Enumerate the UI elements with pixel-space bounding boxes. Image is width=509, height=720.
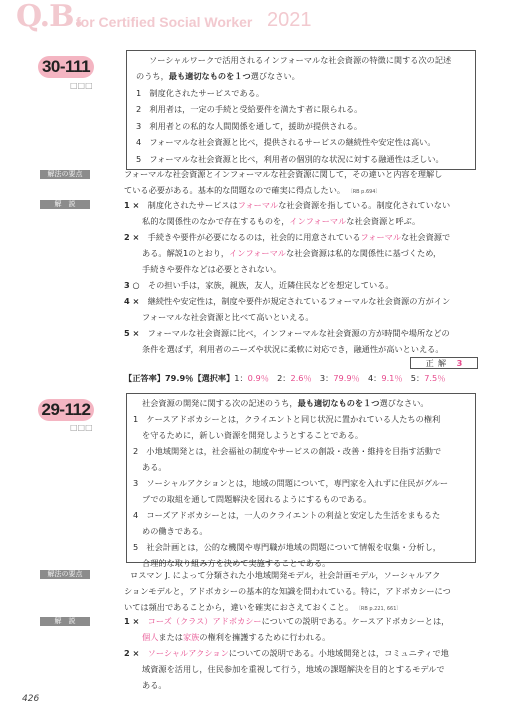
explanation-tag: 解 説 (40, 617, 90, 626)
explanation-line: フォーマルな社会資源と比べて高いといえる。 (142, 312, 314, 322)
option-item: ある。 (142, 462, 167, 472)
option-item: 3 ソーシャルアクションとは，地域の問題について，専門家を入れずに住民がグルー (133, 478, 449, 488)
question-number-badge: 29-112 (38, 399, 94, 421)
question-stem: ソーシャルワークで活用されるインフォーマルな社会資源の特徴に関する次の記述 (149, 55, 452, 65)
header-subtitle: for Certified Social Worker (76, 14, 253, 30)
page-number: 426 (22, 694, 40, 704)
explanation-line: 個人または家族の権利を擁護するために行われる。 (142, 632, 331, 642)
explanation-line: 条件を選ばず，利用者のニーズや状況に柔軟に対応でき，融通性が高いといえる。 (142, 344, 444, 354)
question-stem: のうち，最も適切なものを１つ選びなさい。 (136, 71, 300, 81)
explanation-line: 私的な関係性のなかで存在するものを，インフォーマルな社会資源と呼ぶ。 (142, 216, 421, 226)
explanation-line: 2 × 手続きや要件が必要になるのは，社会的に用意されているフォーマルな社会資源で (124, 232, 451, 242)
point-text: ロスマン J. によって分類された小地域開発モデル，社会計画モデル，ソーシャルアク (130, 570, 441, 580)
point-text: ションモデルと，アドボカシーの基本的な知識を問われている。特に，アドボカシーにつ (124, 586, 451, 596)
point-tag: 解法の要点 (40, 170, 90, 179)
explanation-line: 1 × コーズ（クラス）アドボカシーについての説明である。ケースアドボカシーとは， (124, 616, 450, 626)
option-item: 5 社会計画とは，公的な機関や専門職が地域の問題について情報を収集・分析し， (133, 542, 441, 552)
point-text: フォーマルな社会資源とインフォーマルな社会資源に関して，その違いと内容を理解し (124, 169, 443, 179)
option-item: を守るために，新しい資源を開発しようとすることである。 (142, 430, 364, 440)
checkbox-marks: □□□ (70, 81, 93, 90)
explanation-tag: 解 説 (40, 200, 90, 209)
question-number-badge: 30-111 (38, 56, 94, 78)
explanation-line: 手続きや要件などは必要とされない。 (142, 264, 282, 274)
point-text: ている必要がある。基本的な問題なので確実に得点したい。 〔RB p.694〕 (124, 185, 381, 195)
answer-rate-line: 【正答率】79.9％【選択率】1：0.9％ 2：2.6％ 3：79.9％ 4：9.1％ 5：7.5％ (124, 373, 446, 383)
option-item: 4 コーズアドボカシーとは，一人のクライエントの利益と安定した生活をまもるた (133, 510, 441, 520)
answer-box: 正解 3 (410, 357, 478, 369)
option-item: 2 利用者は，一定の手続と受給要件を満たす者に限られる。 (136, 104, 363, 114)
explanation-line: 5 × フォーマルな社会資源に比べ，インフォーマルな社会資源の方が時間や場所などの (124, 328, 450, 338)
checkbox-marks: □□□ (70, 423, 93, 432)
explanation-line: 3 ○ その担い手は，家族，親族，友人，近隣住民などを想定している。 (124, 280, 394, 290)
option-item: 1 制度化されたサービスである。 (136, 88, 265, 98)
explanation-line: 4 × 継続性や安定性は，制度や要件が規定されているフォーマルな社会資源の方がイン (124, 296, 451, 306)
explanation-line: 域資源を活用し，住民参加を重視して行う，地域の課題解決を目的とするモデルで (142, 664, 445, 674)
explanation-line: ある。解説1のとおり，インフォーマルな社会資源は私的な関係性に基づくため， (142, 248, 442, 258)
option-item: プでの取組を通して問題解決を図れるようにするものである。 (142, 494, 372, 504)
option-item: 1 ケースアドボカシーとは，クライエントと同じ状況に置かれている人たちの権利 (133, 414, 441, 424)
header-logo-qb: Q.B. (16, 0, 83, 34)
option-item: 2 小地域開発とは，社会福祉の制度やサービスの創設・改善・維持を目指す活動で (133, 446, 442, 456)
explanation-line: 2 × ソーシャルアクションについての説明である。小地域開発とは，コミュニティで地 (124, 648, 449, 658)
option-item: 合理的な取り組み方を決めて実施することである。 (142, 558, 331, 568)
option-item: 5 フォーマルな社会資源と比べ，利用者の個別的な状況に対する融通性は乏しい。 (136, 154, 444, 164)
question-stem: 社会資源の開発に関する次の記述のうち，最も適切なものを１つ選びなさい。 (142, 398, 429, 408)
point-text: いては頻出であることから，違いを確実におさえておくこと。 〔RB p.221, 661〕 (124, 602, 402, 612)
option-item: めの働きである。 (142, 526, 208, 536)
header-year: 2021 (267, 9, 312, 31)
explanation-line: 1 × 制度化されたサービスはフォーマルな社会資源を指している。制度化されていない (124, 200, 451, 210)
option-item: 3 利用者との私的な人間関係を通して，援助が提供される。 (136, 121, 363, 131)
explanation-line: ある。 (142, 680, 167, 690)
option-item: 4 フォーマルな社会資源と比べ，提供されるサービスの継続性や安定性は高い。 (136, 137, 436, 147)
point-tag: 解法の要点 (40, 570, 90, 579)
